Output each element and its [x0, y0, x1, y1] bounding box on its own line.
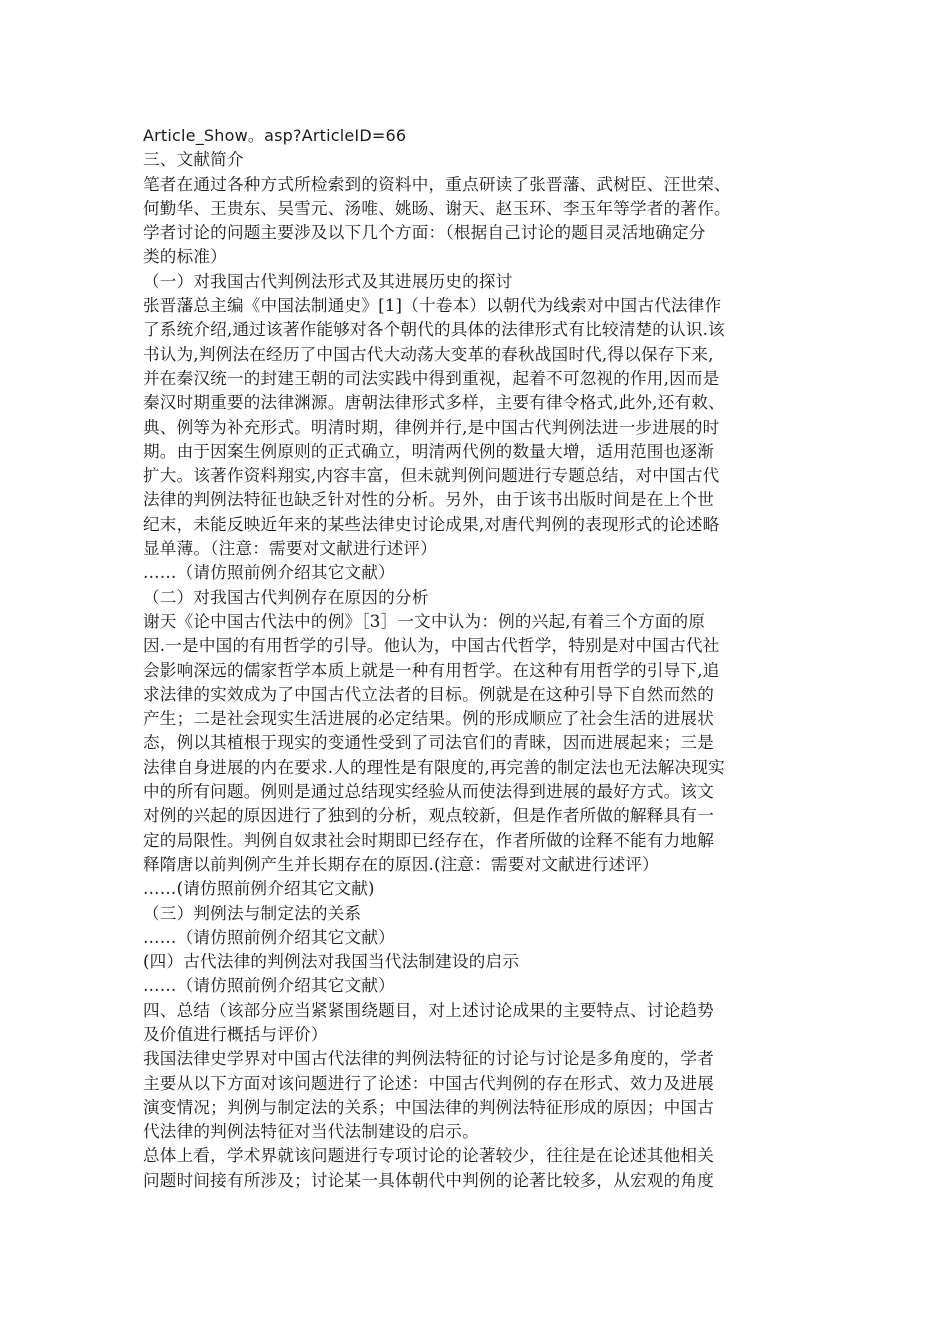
text-line: 典、例等为补充形式。明清时期，律例并行,是中国古代判例法进一步进展的时 [143, 417, 720, 437]
section-heading-4: 四、总结（该部分应当紧紧围绕题目，对上述讨论成果的主要特点、讨论趋势 [143, 1000, 714, 1020]
placeholder-line: ……（请仿照前例介绍其它文献） [143, 927, 395, 947]
text-line: 法律的判例法特征也缺乏针对性的分析。另外，由于该书出版时间是在上个世 [143, 490, 714, 510]
text-line: 何勤华、王贵东、吴雪元、汤唯、姚旸、谢天、赵玉环、李玉年等学者的著作。 [143, 198, 731, 218]
placeholder-line: ……(请仿照前例介绍其它文献) [143, 879, 375, 899]
placeholder-line: ……（请仿照前例介绍其它文献） [143, 563, 395, 583]
text-line: 期。由于因案生例原则的正式确立，明清两代例的数量大增，适用范围也逐渐 [143, 441, 714, 461]
url-fragment-line: Article_Show。asp?ArticleID=66 [143, 126, 407, 145]
text-line: 代法律的判例法特征对当代法制建设的启示。 [143, 1122, 479, 1142]
text-line: 会影响深远的儒家哲学本质上就是一种有用哲学。在这种有用哲学的引导下,追 [143, 660, 720, 680]
section-heading-3: 三、文献简介 [143, 150, 244, 170]
text-line: 书认为,判例法在经历了中国古代大动荡大变革的春秋战国时代,得以保存下来, [143, 344, 714, 364]
text-line: 显单薄。（注意：需要对文献进行述评） [143, 539, 437, 559]
text-line: 纪末，未能反映近年来的某些法律史讨论成果,对唐代判例的表现形式的论述略 [143, 514, 720, 534]
placeholder-line: ……（请仿照前例介绍其它文献） [143, 976, 395, 996]
text-line: 扩大。该著作资料翔实,内容丰富，但未就判例问题进行专题总结，对中国古代 [143, 466, 720, 486]
text-line: 了系统介绍,通过该著作能够对各个朝代的具体的法律形式有比较清楚的认识.该 [143, 320, 725, 340]
subsection-heading-2: （二）对我国古代判例存在原因的分析 [143, 587, 429, 607]
text-line: 谢天《论中国古代法中的例》［3］一文中认为：例的兴起,有着三个方面的原 [143, 611, 706, 631]
text-line: 学者讨论的问题主要涉及以下几个方面：（根据自己讨论的题目灵活地确定分 [143, 223, 706, 243]
text-line: 笔者在通过各种方式所检索到的资料中，重点研读了张晋藩、武树臣、汪世荣、 [143, 174, 731, 194]
text-line: 释隋唐以前判例产生并长期存在的原因.(注意：需要对文献进行述评） [143, 854, 659, 874]
text-line: 并在秦汉统一的封建王朝的司法实践中得到重视，起着不可忽视的作用,因而是 [143, 368, 720, 388]
text-line: 类的标准） [143, 247, 227, 267]
text-line: 产生；二是社会现实生活进展的必定结果。例的形成顺应了社会生活的进展状 [143, 709, 714, 729]
text-line: 求法律的实效成为了中国古代立法者的目标。例就是在这种引导下自然而然的 [143, 684, 714, 704]
text-line: 态，例以其植根于现实的变通性受到了司法官们的青睐，因而进展起来；三是 [143, 733, 714, 753]
text-line: 问题时间接有所涉及；讨论某一具体朝代中判例的论著比较多，从宏观的角度 [143, 1170, 714, 1190]
subsection-heading-4: (四）古代法律的判例法对我国当代法制建设的启示 [143, 952, 520, 972]
subsection-heading-3: （三）判例法与制定法的关系 [143, 903, 362, 923]
text-line: 及价值进行概括与评价） [143, 1024, 328, 1044]
text-line: 中的所有问题。例则是通过总结现实经验从而使法得到进展的最好方式。该文 [143, 782, 714, 802]
text-line: 对例的兴起的原因进行了独到的分析，观点较新，但是作者所做的解释具有一 [143, 806, 714, 826]
text-line: 张晋藩总主编《中国法制通史》[1]（十卷本）以朝代为线索对中国古代法律作 [143, 296, 722, 316]
document-body [143, 124, 815, 1193]
text-line: 主要从以下方面对该问题进行了论述：中国古代判例的存在形式、效力及进展 [143, 1073, 714, 1093]
text-line: 我国法律史学界对中国古代法律的判例法特征的讨论与讨论是多角度的，学者 [143, 1049, 714, 1069]
text-line: 演变情况；判例与制定法的关系；中国法律的判例法特征形成的原因；中国古 [143, 1097, 714, 1117]
text-line: 法律自身进展的内在要求.人的理性是有限度的,再完善的制定法也无法解决现实 [143, 757, 725, 777]
text-line: 定的局限性。判例自奴隶社会时期即已经存在，作者所做的诠释不能有力地解 [143, 830, 714, 850]
text-line: 秦汉时期重要的法律渊源。唐朝法律形式多样，主要有律令格式,此外,还有敕、 [143, 393, 725, 413]
subsection-heading-1: （一）对我国古代判例法形式及其进展历史的探讨 [143, 271, 513, 291]
text-line: 总体上看，学术界就该问题进行专项讨论的论著较少，往往是在论述其他相关 [143, 1146, 714, 1166]
text-line: 因.一是中国的有用哲学的引导。他认为，中国古代哲学，特别是对中国古代社 [143, 636, 720, 656]
